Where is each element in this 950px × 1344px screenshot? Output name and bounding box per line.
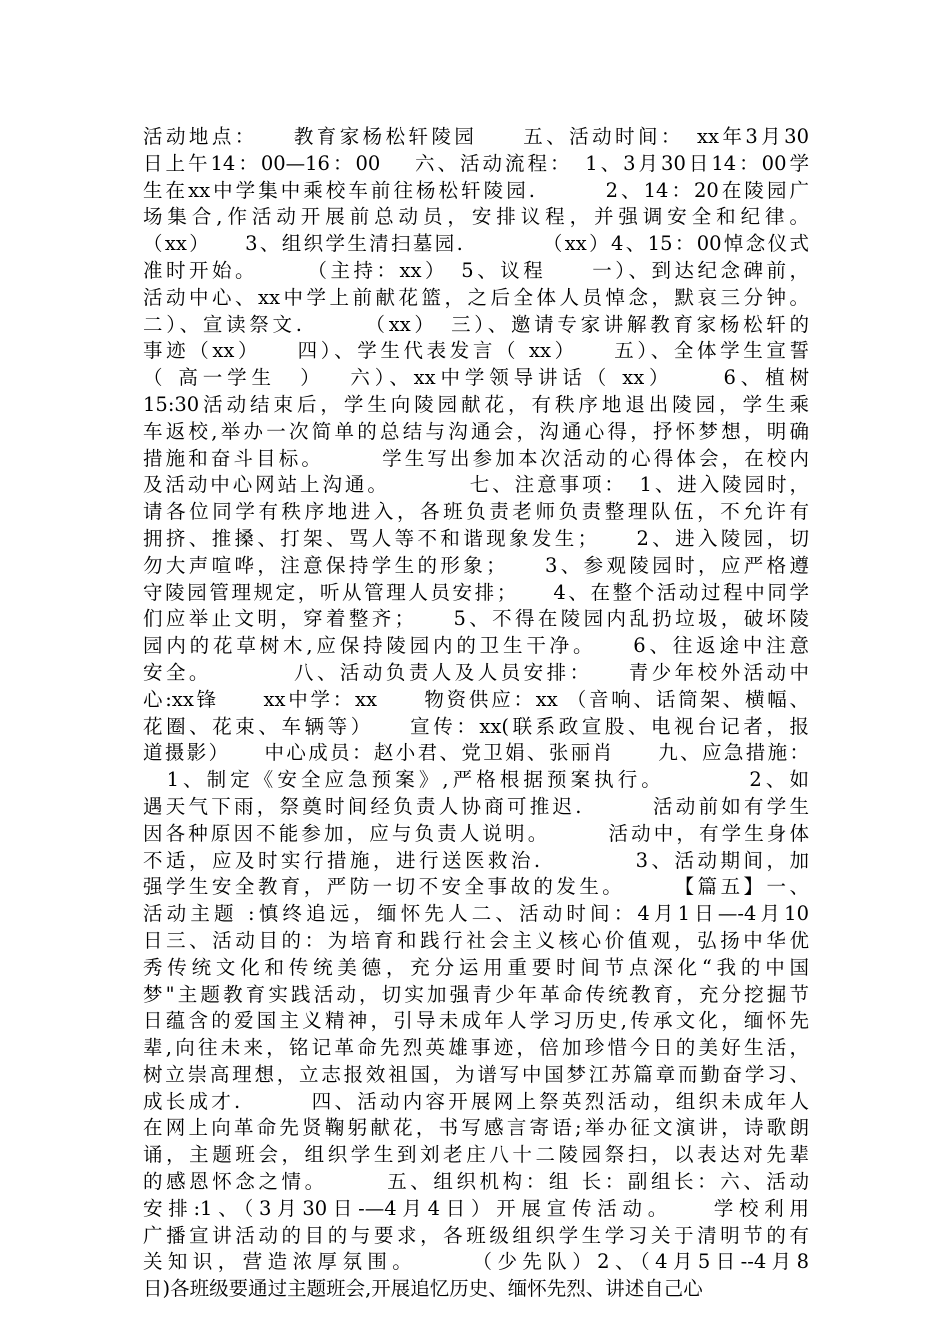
text-line: 树立崇高理想，立志报效祖国，为谱写中国梦江苏篇章而勤奋学习、	[143, 1062, 809, 1086]
text-line: 不适，应及时实行措施，进行送医救治. 3、活动期间，加	[143, 848, 809, 872]
text-line: 安全。 八、活动负责人及人员安排： 青少年校外活动中	[143, 660, 809, 684]
text-line: （xx） 3、组织学生清扫墓园. （xx）4、15：00悼念仪式	[143, 232, 809, 256]
text-line: 请各位同学有秩序地进入，各班负责老师负责整理队伍，不允许有	[143, 500, 809, 524]
text-line: 关知识，营造浓厚氛围。 （少先队）2、（4月5日--4月8	[143, 1250, 809, 1274]
text-line: （ 高一学生 ） 六）、xx中学领导讲话（ xx） 6、植树	[143, 366, 809, 390]
text-line: 活动中心、xx中学上前献花篮，之后全体人员悼念，默哀三分钟。	[143, 285, 809, 309]
text-line: 日三、活动目的：为培育和践行社会主义核心价值观，弘扬中华优	[143, 928, 809, 952]
text-line: 勿大声喧哗，注意保持学生的形象； 3、参观陵园时，应严格遵	[143, 553, 809, 577]
text-line: 道摄影） 中心成员：赵小君、党卫娟、张丽肖 九、应急措施：	[143, 741, 809, 765]
text-line: 守陵园管理规定，听从管理人员安排； 4、在整个活动过程中同学	[143, 580, 809, 604]
text-line: 日上午14：00—16：00 六、活动流程： 1、3月30日14：00学	[143, 151, 809, 175]
text-line: 广播宣讲活动的目的与要求，各班级组织学生学习关于清明节的有	[143, 1223, 809, 1247]
text-line: 心:xx锋 xx中学：xx 物资供应：xx （音响、话筒架、横幅、	[143, 687, 809, 711]
text-line: 成长成才. 四、活动内容开展网上祭英烈活动，组织未成年人	[143, 1089, 809, 1113]
text-line: 诵，主题班会，组织学生到刘老庄八十二陵园祭扫，以表达对先辈	[143, 1143, 809, 1167]
text-line: 的感恩怀念之情。 五、组织机构：组 长：副组长：六、活动	[143, 1170, 809, 1194]
text-line: 二）、宣读祭文. （xx） 三）、邀请专家讲解教育家杨松轩的	[143, 312, 809, 336]
text-line: 及活动中心网站上沟通。 七、注意事项： 1、进入陵园时，	[143, 473, 809, 497]
text-line: 梦"主题教育实践活动，切实加强青少年革命传统教育，充分挖掘节	[143, 982, 809, 1006]
text-line: 强学生安全教育，严防一切不安全事故的发生。 【篇五】一、	[143, 875, 809, 899]
text-line: 场集合,作活动开展前总动员，安排议程，并强调安全和纪律。	[143, 205, 809, 229]
text-line: 园内的花草树木,应保持陵园内的卫生干净。 6、往返途中注意	[143, 634, 809, 658]
text-line: 措施和奋斗目标。 学生写出参加本次活动的心得体会，在校内	[143, 446, 809, 470]
text-line: 拥挤、推搡、打架、骂人等不和谐现象发生； 2、进入陵园，切	[143, 526, 809, 550]
text-line: 遇天气下雨，祭奠时间经负责人协商可推迟. 活动前如有学生	[143, 794, 809, 818]
text-line: 事迹（xx） 四）、学生代表发言（ xx） 五）、全体学生宣誓	[143, 339, 809, 363]
text-line: 们应举止文明，穿着整齐； 5、不得在陵园内乱扔垃圾，破坏陵	[143, 607, 809, 631]
text-line: 在网上向革命先贤鞠躬献花，书写感言寄语;举办征文演讲，诗歌朗	[143, 1116, 809, 1140]
text-line: 花圈、花束、车辆等） 宣传：xx(联系政宣股、电视台记者，报	[143, 714, 809, 738]
text-line: 秀传统文化和传统美德，充分运用重要时间节点深化“我的中国	[143, 955, 809, 979]
text-line: 日蕴含的爱国主义精神，引导未成年人学习历史,传承文化，缅怀先	[143, 1009, 809, 1033]
text-line: 生在xx中学集中乘校车前往杨松轩陵园. 2、14：20在陵园广	[143, 178, 809, 202]
text-line: 活动地点： 教育家杨松轩陵园 五、活动时间： xx年3月30	[143, 125, 809, 148]
text-line: 1、制定《安全应急预案》,严格根据预案执行。 2、如	[143, 768, 809, 792]
text-line: 日)各班级要通过主题班会,开展追忆历史、缅怀先烈、讲述自己心	[143, 1277, 703, 1301]
text-line: 准时开始。 （主持：xx） 5、议程 一）、到达纪念碑前，	[143, 258, 809, 282]
text-line: 15:30活动结束后，学生向陵园献花，有秩序地退出陵园，学生乘	[143, 392, 809, 416]
text-line: 因各种原因不能参加，应与负责人说明。 活动中，有学生身体	[143, 821, 809, 845]
text-line: 车返校,举办一次简单的总结与沟通会，沟通心得，抒怀梦想，明确	[143, 419, 809, 443]
text-line: 辈,向往未来，铭记革命先烈英雄事迹，倍加珍惜今日的美好生活，	[143, 1036, 809, 1060]
text-line: 活动主题 :慎终追远，缅怀先人二、活动时间：4月1日—-4月10	[143, 902, 809, 926]
text-line: 安排:1、（3月30日-—4月4日）开展宣传活动。 学校利用	[143, 1196, 809, 1220]
body-text	[143, 124, 809, 1303]
